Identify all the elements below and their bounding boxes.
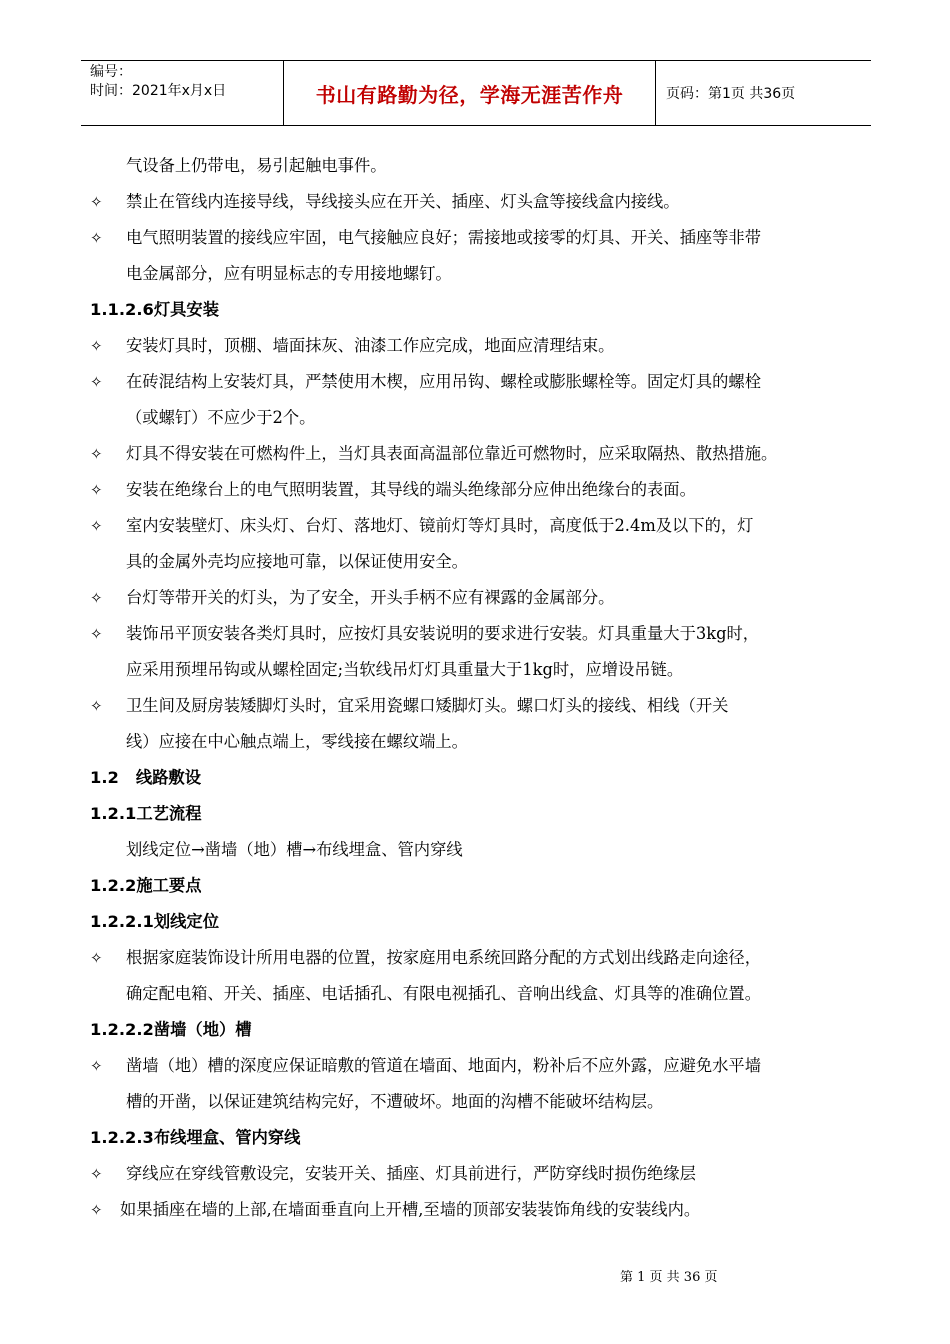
list-item — [90, 616, 885, 652]
list-item-continuation: 线）应接在中心触点端上，零线接在螺纹端上。 — [126, 732, 468, 751]
diamond-bullet-icon: ✧ — [90, 481, 103, 499]
section-heading: 1.2.2.2凿墙（地）槽 — [90, 1020, 252, 1039]
diamond-bullet-icon: ✧ — [90, 193, 103, 211]
page-footer: 第 1 页 共 36 页 — [620, 1270, 718, 1285]
list-item — [90, 1156, 885, 1192]
document-number-label: 编号： — [90, 64, 132, 80]
header-meta-cell — [81, 61, 283, 125]
list-item-continuation: （或螺钉）不应少于2个。 — [126, 408, 316, 427]
section-heading: 1.2.2.1划线定位 — [90, 912, 219, 931]
section-heading: 1.2.2施工要点 — [90, 876, 202, 895]
list-item-text: 穿线应在穿线管敷设完，安装开关、插座、灯具前进行，严防穿线时损伤绝缘层 — [126, 1164, 696, 1183]
list-item — [90, 940, 885, 976]
list-item-text: 如果插座在墙的上部,在墙面垂直向上开槽,至墙的顶部安装装饰角线的安装线内。 — [120, 1200, 701, 1219]
list-item-text: 台灯等带开关的灯头，为了安全，开头手柄不应有裸露的金属部分。 — [126, 588, 615, 607]
header-page-label: 页码：第1页 共36页 — [666, 86, 796, 102]
list-item — [90, 1192, 885, 1228]
list-item — [90, 688, 885, 724]
diamond-bullet-icon: ✧ — [90, 1201, 103, 1219]
header-motto: 书山有路勤为径，学海无涯苦作舟 — [283, 61, 656, 125]
list-item-text: 卫生间及厨房装矮脚灯头时，宜采用瓷螺口矮脚灯头。螺口灯头的接线、相线（开关 — [126, 696, 729, 715]
list-item-text: 灯具不得安装在可燃构件上，当灯具表面高温部位靠近可燃物时，应采取隔热、散热措施。 — [126, 444, 778, 463]
list-item — [90, 1048, 885, 1084]
page-header — [81, 60, 871, 126]
diamond-bullet-icon: ✧ — [90, 517, 103, 535]
diamond-bullet-icon: ✧ — [90, 697, 103, 715]
section-heading: 1.2 线路敷设 — [90, 768, 201, 787]
diamond-bullet-icon: ✧ — [90, 337, 103, 355]
list-item — [90, 184, 885, 220]
list-item — [90, 580, 885, 616]
section-heading: 1.1.2.6灯具安装 — [90, 300, 219, 319]
diamond-bullet-icon: ✧ — [90, 373, 103, 391]
diamond-bullet-icon: ✧ — [90, 229, 103, 247]
list-item-continuation: 电金属部分，应有明显标志的专用接地螺钉。 — [126, 264, 452, 283]
list-item — [90, 436, 885, 472]
list-item-text: 安装灯具时，顶棚、墙面抹灰、油漆工作应完成，地面应清理结束。 — [126, 336, 615, 355]
diamond-bullet-icon: ✧ — [90, 445, 103, 463]
list-item-continuation: 确定配电箱、开关、插座、电话插孔、有限电视插孔、音响出线盒、灯具等的准确位置。 — [126, 984, 761, 1003]
paragraph-line: 气设备上仍带电，易引起触电事件。 — [126, 156, 387, 175]
list-item — [90, 364, 885, 400]
diamond-bullet-icon: ✧ — [90, 589, 103, 607]
diamond-bullet-icon: ✧ — [90, 1057, 103, 1075]
process-flow-text: 划线定位→凿墙（地）槽→布线埋盒、管内穿线 — [126, 840, 463, 859]
list-item-continuation: 应采用预埋吊钩或从螺栓固定;当软线吊灯灯具重量大于1kg时，应增设吊链。 — [126, 660, 684, 679]
list-item-continuation: 具的金属外壳均应接地可靠，以保证使用安全。 — [126, 552, 468, 571]
diamond-bullet-icon: ✧ — [90, 625, 103, 643]
list-item-text: 电气照明装置的接线应牢固，电气接触应良好；需接地或接零的灯具、开关、插座等非带 — [126, 228, 761, 247]
diamond-bullet-icon: ✧ — [90, 949, 103, 967]
list-item-continuation: 槽的开凿，以保证建筑结构完好，不遭破坏。地面的沟槽不能破坏结构层。 — [126, 1092, 664, 1111]
list-item — [90, 220, 885, 256]
document-time-label: 时间：2021年x月x日 — [90, 83, 227, 99]
section-heading: 1.2.1工艺流程 — [90, 804, 202, 823]
list-item — [90, 472, 885, 508]
list-item-text: 室内安装壁灯、床头灯、台灯、落地灯、镜前灯等灯具时，高度低于2.4m及以下的，灯 — [126, 516, 754, 535]
list-item-text: 根据家庭装饰设计所用电器的位置，按家庭用电系统回路分配的方式划出线路走向途径， — [126, 948, 761, 967]
list-item-text: 在砖混结构上安装灯具，严禁使用木楔，应用吊钩、螺栓或膨胀螺栓等。固定灯具的螺栓 — [126, 372, 761, 391]
list-item-text: 禁止在管线内连接导线，导线接头应在开关、插座、灯头盒等接线盒内接线。 — [126, 192, 680, 211]
list-item — [90, 508, 885, 544]
document-body — [90, 148, 885, 1228]
section-heading: 1.2.2.3布线埋盒、管内穿线 — [90, 1128, 301, 1147]
list-item — [90, 328, 885, 364]
list-item-text: 装饰吊平顶安装各类灯具时，应按灯具安装说明的要求进行安装。灯具重量大于3kg时， — [126, 624, 760, 643]
diamond-bullet-icon: ✧ — [90, 1165, 103, 1183]
list-item-text: 安装在绝缘台上的电气照明装置，其导线的端头绝缘部分应伸出绝缘台的表面。 — [126, 480, 696, 499]
list-item-text: 凿墙（地）槽的深度应保证暗敷的管道在墙面、地面内，粉补后不应外露，应避免水平墙 — [126, 1056, 761, 1075]
